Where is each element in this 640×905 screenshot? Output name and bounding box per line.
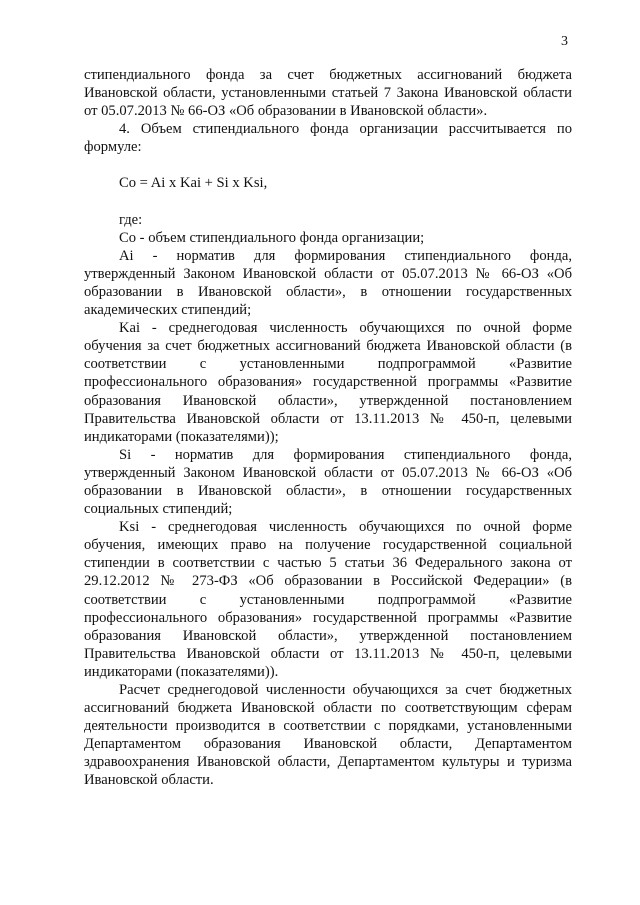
- definition-ksi: Ksi - среднегодовая численность обучающихся по очной форме обучения, имеющих право на получение государственной социальной стипендии в соответствии с частью 5 статьи 36 Федерального закона от 29.12.2012 № 273-ФЗ «Об образовании в Российской Федерации» (в соответствии с установленными подпрограммой «Развитие профессионального образования» государственной программы «Развитие образования Ивановской области», утвержденной постановлением Правительства Ивановской области от 13.11.2013 № 450-п, целевыми индикаторами (показателями)).: [84, 519, 572, 680]
- document-body: [84, 66, 572, 790]
- paragraph-calculation: Расчет среднегодовой численности обучающихся за счет бюджетных ассигнований бюджета Ивановской области по соответствующим сферам деятельности производится в соответствии с порядками, установленными Департаментом образования Ивановской области, Департаментом здравоохранения Ивановской области, Департаментом культуры и туризма Ивановской области.: [84, 682, 572, 789]
- page-number: 3: [561, 34, 568, 49]
- definition-ai: Ai - норматив для формирования стипендиального фонда, утвержденный Законом Ивановской области от 05.07.2013 № 66-ОЗ «Об образовании в Ивановской области», в отношении государственных академических стипендий;: [84, 247, 572, 319]
- formula: Co = Ai x Kai + Si x Ksi,: [119, 175, 268, 192]
- definition-co: Co - объем стипендиального фонда организации;: [119, 229, 425, 246]
- definition-kai: Kai - среднегодовая численность обучающихся по очной форме обучения за счет бюджетных ассигнований бюджета Ивановской области (в соответствии с установленными подпрограммой «Развитие профессионального образования» государственной программы «Развитие образования Ивановской области», утвержденной постановлением Правительства Ивановской области от 13.11.2013 № 450-п, целевыми индикаторами (показателями));: [84, 320, 572, 445]
- paragraph-where: где:: [119, 211, 143, 228]
- paragraph-intro: стипендиального фонда за счет бюджетных ассигнований бюджета Ивановской области, установленными статьей 7 Закона Ивановской области от 05.07.2013 № 66-ОЗ «Об образовании в Ивановской области».: [84, 67, 572, 120]
- definition-si: Si - норматив для формирования стипендиального фонда, утвержденный Законом Ивановской области от 05.07.2013 № 66-ОЗ «Об образовании в Ивановской области», в отношении государственных социальных стипендий;: [84, 446, 572, 518]
- paragraph-item-4: 4. Объем стипендиального фонда организации рассчитывается по формуле:: [84, 121, 572, 156]
